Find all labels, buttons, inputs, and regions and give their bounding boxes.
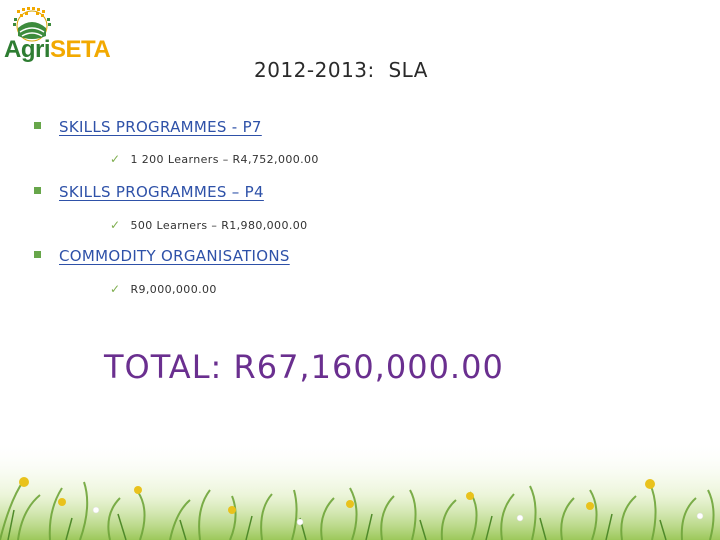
sub-bullet-commodity-organisations [110,282,217,296]
sub-bullet-text: 1 200 Learners – R4,752,000.00 [130,153,319,166]
logo-text-agri: Agri [4,36,50,63]
square-bullet-icon [34,122,41,129]
bullet-skills-p7 [34,118,262,136]
slide-title: 2012-2013: SLA [254,58,428,82]
bullet-label: COMMODITY ORGANISATIONS [59,247,290,265]
bullet-commodity-organisations [34,247,290,265]
check-icon: ✓ [110,152,121,166]
logo-wordmark [4,36,110,64]
bullet-label: SKILLS PROGRAMMES - P7 [59,118,262,136]
check-icon: ✓ [110,218,121,232]
sub-bullet-text: R9,000,000.00 [130,283,217,296]
total-amount: TOTAL: R67,160,000.00 [104,348,504,386]
sub-bullet-skills-p4 [110,218,308,232]
check-icon: ✓ [110,282,121,296]
grass-field-image [0,440,720,540]
bullet-skills-p4 [34,183,264,201]
square-bullet-icon [34,251,41,258]
square-bullet-icon [34,187,41,194]
sub-bullet-skills-p7 [110,152,319,166]
sub-bullet-text: 500 Learners – R1,980,000.00 [130,219,308,232]
logo-text-seta: SETA [50,36,111,63]
bullet-label: SKILLS PROGRAMMES – P4 [59,183,264,201]
agriseta-logo [4,6,114,68]
